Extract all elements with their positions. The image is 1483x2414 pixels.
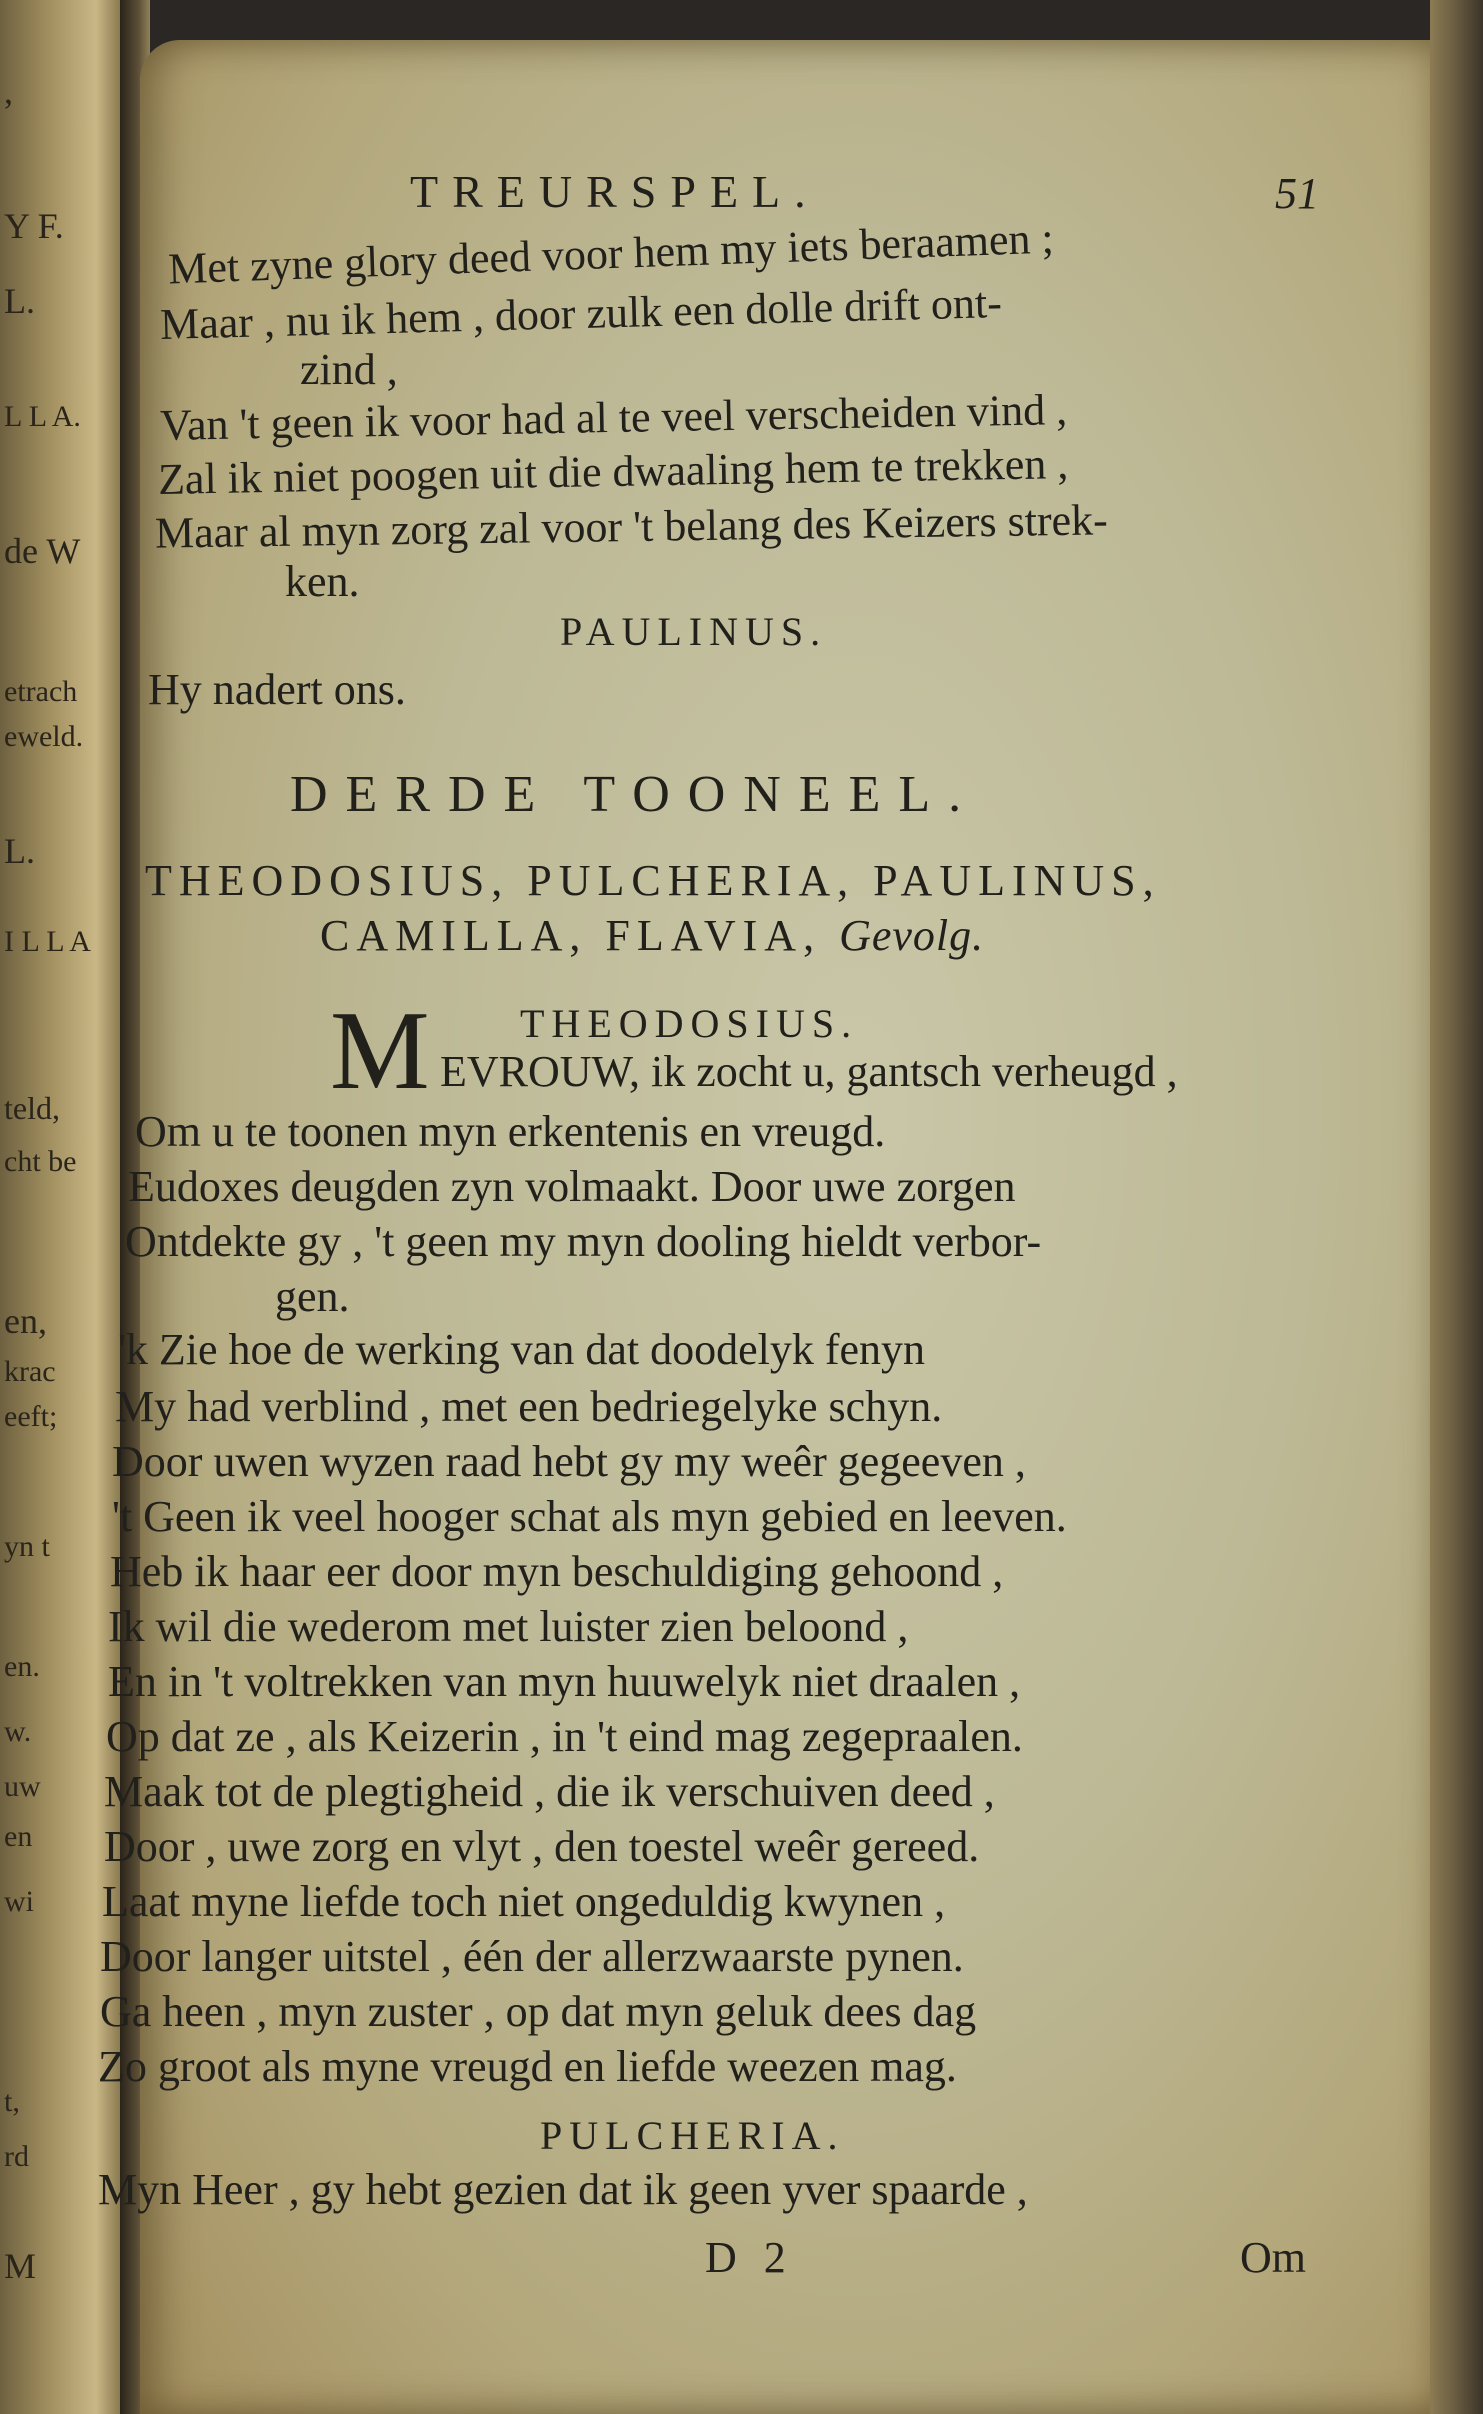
- facing-page-fragment: L.: [4, 831, 35, 871]
- cast-list-continued: [320, 910, 984, 961]
- facing-page-fragment: L.: [4, 281, 35, 321]
- facing-page-fragment: uw: [4, 1770, 41, 1803]
- facing-page-fragment: teld,: [4, 1090, 60, 1126]
- facing-page-fragment: yn t: [4, 1530, 50, 1563]
- verse-line: ken.: [285, 557, 360, 606]
- verse-line: Door , uwe zorg en vlyt , den toestel weêr gereed.: [104, 1822, 980, 1871]
- facing-page-fragment: t,: [4, 2085, 20, 2118]
- verse-line: Laat myne liefde toch niet ongeduldig kwynen ,: [102, 1877, 946, 1926]
- verse-line: Om u te toonen myn erkentenis en vreugd.: [135, 1107, 886, 1156]
- verse-line: Eudoxes deugden zyn volmaakt. Door uwe zorgen: [128, 1162, 1016, 1211]
- verse-line: Ontdekte gy , 't geen my myn dooling hieldt verbor-: [125, 1217, 1042, 1266]
- verse-line: Zo groot als myne vreugd en liefde weezen mag.: [98, 2042, 957, 2091]
- running-head: TREURSPEL.: [410, 166, 820, 217]
- facing-page-fragment: en: [4, 1820, 33, 1853]
- verse-line: EVROUW, ik zocht u, gantsch verheugd ,: [440, 1047, 1178, 1096]
- page-number: 51: [1275, 169, 1319, 218]
- facing-page-fragment: eeft;: [4, 1400, 58, 1433]
- verse-line: zind ,: [300, 345, 398, 394]
- verse-line: My had verblind , met een bedriegelyke schyn.: [115, 1382, 943, 1431]
- catchword: Om: [1240, 2233, 1306, 2282]
- facing-page-fragment: en.: [4, 1650, 40, 1683]
- verse-line: En in 't voltrekken van myn huuwelyk niet draalen ,: [108, 1657, 1021, 1706]
- speaker-theodosius: THEODOSIUS.: [520, 1001, 859, 1046]
- facing-page-fragment: L L A.: [4, 400, 81, 433]
- facing-page-fragment: cht be: [4, 1145, 77, 1178]
- verse-line: Ik wil die wederom met luister zien beloond ,: [108, 1602, 909, 1651]
- cast-list: THEODOSIUS, PULCHERIA, PAULINUS,: [145, 856, 1161, 905]
- verse-line: Op dat ze , als Keizerin , in 't eind mag zegepraalen.: [106, 1712, 1023, 1761]
- verse-line: Heb ik haar eer door myn beschuldiging gehoond ,: [110, 1547, 1004, 1596]
- verse-line: Maar al myn zorg zal voor 't belang des Keizers strek-: [154, 495, 1109, 558]
- verse-line: 't Geen ik veel hooger schat als myn gebied en leeven.: [112, 1492, 1067, 1541]
- facing-page-fragment: I L L A: [4, 925, 91, 958]
- facing-page-fragment: en,: [4, 1301, 47, 1341]
- verse-line: Met zyne glory deed voor hem my iets beraamen ;: [167, 213, 1055, 294]
- signature-mark: D 2: [705, 2233, 794, 2282]
- verse-line: 'k Zie hoe de werking van dat doodelyk fenyn: [118, 1325, 926, 1374]
- scene-title: DERDE TOONEEL.: [290, 766, 980, 823]
- cast-retinue: Gevolg.: [839, 911, 985, 960]
- page-edge-shadow: [1430, 0, 1483, 2414]
- speaker-pulcheria: PULCHERIA.: [540, 2113, 845, 2158]
- facing-page-fragment: Y F.: [4, 206, 64, 246]
- cast-names: CAMILLA, FLAVIA,: [320, 911, 822, 960]
- verse-line: Zal ik niet poogen uit die dwaaling hem te trekken ,: [157, 439, 1069, 504]
- facing-page-fragment: ,: [4, 71, 13, 111]
- verse-line: gen.: [275, 1272, 350, 1321]
- facing-page-fragment: M: [4, 2246, 37, 2286]
- facing-page-fragment: etrach: [4, 675, 78, 708]
- verse-line: Door uwen wyzen raad hebt gy my weêr gegeeven ,: [112, 1437, 1026, 1486]
- verse-line: Door langer uitstel , één der allerzwaarste pynen.: [100, 1932, 964, 1981]
- verse-line: Maar , nu ik hem , door zulk een dolle drift ont-: [159, 277, 1003, 350]
- verse-line: Van 't geen ik voor had al te veel verscheiden vind ,: [159, 385, 1068, 450]
- facing-page-fragment: rd: [4, 2140, 29, 2173]
- facing-page-fragment: de W: [4, 531, 81, 571]
- verse-line: Ga heen , myn zuster , op dat myn geluk dees dag: [100, 1987, 977, 2036]
- facing-page-fragment: krac: [4, 1355, 56, 1388]
- facing-page-fragment: wi: [4, 1885, 34, 1918]
- pulcheria-line: Myn Heer , gy hebt gezien dat ik geen yver spaarde ,: [98, 2165, 1028, 2214]
- facing-page-fragment: w.: [4, 1715, 32, 1748]
- verse-line: Maak tot de plegtigheid , die ik verschuiven deed ,: [104, 1767, 995, 1816]
- paulinus-line: Hy nadert ons.: [148, 665, 406, 714]
- drop-cap: M: [330, 989, 430, 1113]
- facing-page-fragment: eweld.: [4, 720, 84, 753]
- speaker-paulinus: PAULINUS.: [560, 609, 828, 654]
